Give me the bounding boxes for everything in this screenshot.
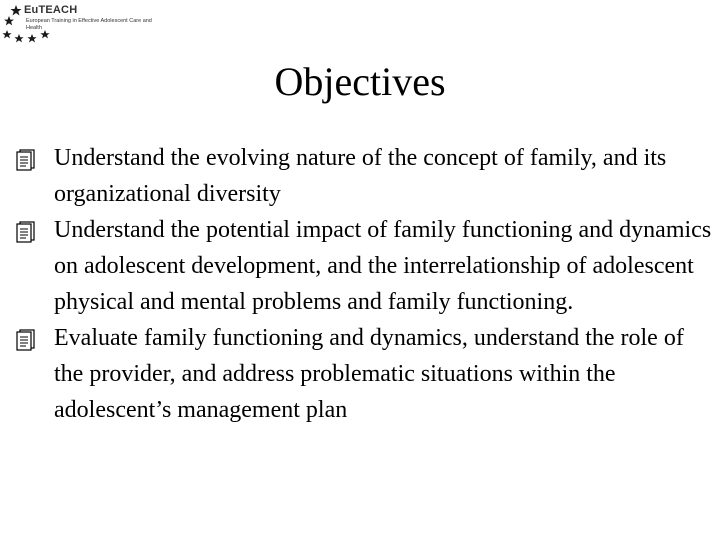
logo-name: EuTEACH [24, 4, 78, 16]
notepad-icon [16, 149, 36, 171]
euteach-logo [2, 2, 152, 46]
logo-tagline: European Training in Effective Adolescent Care and Health [26, 18, 152, 31]
logo-star [11, 5, 22, 16]
logo-star [14, 34, 23, 42]
bullet-item [0, 140, 720, 212]
bullet-text: Understand the evolving nature of the concept of family, and its organizational diversity [54, 145, 667, 207]
bullet-item [0, 320, 720, 428]
notepad-icon [16, 221, 36, 243]
logo-star [27, 34, 36, 42]
slide-title: Objectives [274, 59, 446, 104]
logo-star [2, 30, 11, 38]
bullet-item [0, 212, 720, 320]
notepad-icon [16, 329, 36, 351]
bullet-text: Understand the potential impact of family functioning and dynamics on adolescent development, and the interrelationship of adolescent physical and mental problems and family functioning. [54, 217, 712, 315]
bullet-list [0, 140, 720, 428]
bullet-text: Evaluate family functioning and dynamics, understand the role of the provider, and address problematic situations within the adolescent’s management plan [54, 325, 684, 423]
logo-star [4, 16, 14, 25]
